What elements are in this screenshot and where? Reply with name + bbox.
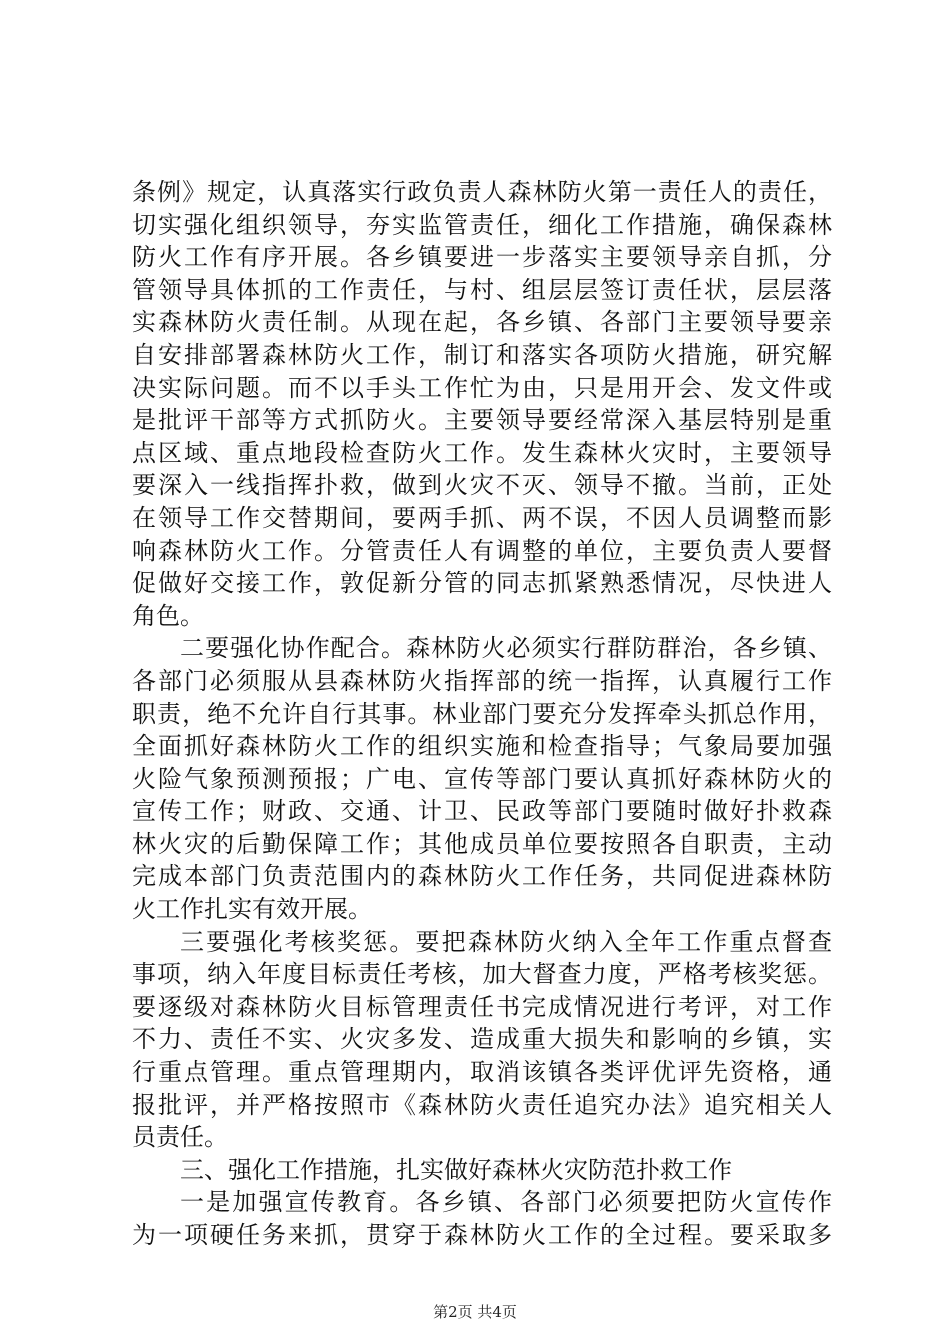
body-line: 自安排部署森林防火工作，制订和落实各项防火措施，研究解 xyxy=(132,340,832,369)
body-line: 促做好交接工作，敦促新分管的同志抓紧熟悉情况，尽快进人 xyxy=(132,569,832,598)
document-body xyxy=(132,176,832,1252)
body-line: 切实强化组织领导，夯实监管责任，细化工作措施，确保森林 xyxy=(132,210,832,239)
body-line: 员责任。 xyxy=(132,1123,228,1152)
section-heading: 三、强化工作措施，扎实做好森林火灾防范扑救工作 xyxy=(180,1155,732,1184)
body-line: 行重点管理。重点管理期内，取消该镇各类评优评先资格，通 xyxy=(132,1058,832,1087)
body-line: 火险气象预测预报；广电、宣传等部门要认真抓好森林防火的 xyxy=(132,764,832,793)
body-line: 不力、责任不实、火灾多发、造成重大损失和影响的乡镇，实 xyxy=(132,1025,832,1054)
body-line: 全面抓好森林防火工作的组织实施和检查指导；气象局要加强 xyxy=(132,732,832,761)
body-line: 林火灾的后勤保障工作；其他成员单位要按照各自职责，主动 xyxy=(132,829,832,858)
body-line: 管领导具体抓的工作责任，与村、组层层签订责任状，层层落 xyxy=(132,275,832,304)
body-line: 实森林防火责任制。从现在起，各乡镇、各部门主要领导要亲 xyxy=(132,308,832,337)
paragraph-first-line: 一是加强宣传教育。各乡镇、各部门必须要把防火宣传作 xyxy=(180,1188,832,1217)
body-line: 完成本部门负责范围内的森林防火工作任务，共同促进森林防 xyxy=(132,862,832,891)
body-line: 各部门必须服从县森林防火指挥部的统一指挥，认真履行工作 xyxy=(132,666,832,695)
body-line: 防火工作有序开展。各乡镇要进一步落实主要领导亲自抓，分 xyxy=(132,243,832,272)
page-number-footer: 第2页 共4页 xyxy=(433,1303,517,1321)
body-line: 火工作扎实有效开展。 xyxy=(132,895,372,924)
body-line: 宣传工作；财政、交通、计卫、民政等部门要随时做好扑救森 xyxy=(132,797,832,826)
body-line: 要逐级对森林防火目标管理责任书完成情况进行考评，对工作 xyxy=(132,992,832,1021)
body-line: 条例》规定，认真落实行政负责人森林防火第一责任人的责任， xyxy=(132,178,832,206)
body-line: 事项，纳入年度目标责任考核，加大督查力度，严格考核奖惩。 xyxy=(132,960,832,989)
paragraph-first-line: 二要强化协作配合。森林防火必须实行群防群治，各乡镇、 xyxy=(180,634,832,663)
body-line: 点区域、重点地段检查防火工作。发生森林火灾时，主要领导 xyxy=(132,438,832,467)
body-line: 决实际问题。而不以手头工作忙为由，只是用开会、发文件或 xyxy=(132,373,832,402)
body-line: 在领导工作交替期间，要两手抓、两不误，不因人员调整而影 xyxy=(132,503,832,532)
body-line: 要深入一线指挥扑救，做到火灾不灭、领导不撤。当前，正处 xyxy=(132,471,832,500)
body-line: 职责，绝不允许自行其事。林业部门要充分发挥牵头抓总作用， xyxy=(132,699,832,728)
body-line: 是批评干部等方式抓防火。主要领导要经常深入基层特别是重 xyxy=(132,406,832,435)
body-line: 报批评，并严格按照市《森林防火责任追究办法》追究相关人 xyxy=(132,1090,832,1119)
body-line: 角色。 xyxy=(132,601,204,630)
body-line: 响森林防火工作。分管责任人有调整的单位，主要负责人要督 xyxy=(132,536,832,565)
body-line: 为一项硬任务来抓，贯穿于森林防火工作的全过程。要采取多 xyxy=(132,1221,832,1249)
paragraph-first-line: 三要强化考核奖惩。要把森林防火纳入全年工作重点督查 xyxy=(180,927,832,956)
